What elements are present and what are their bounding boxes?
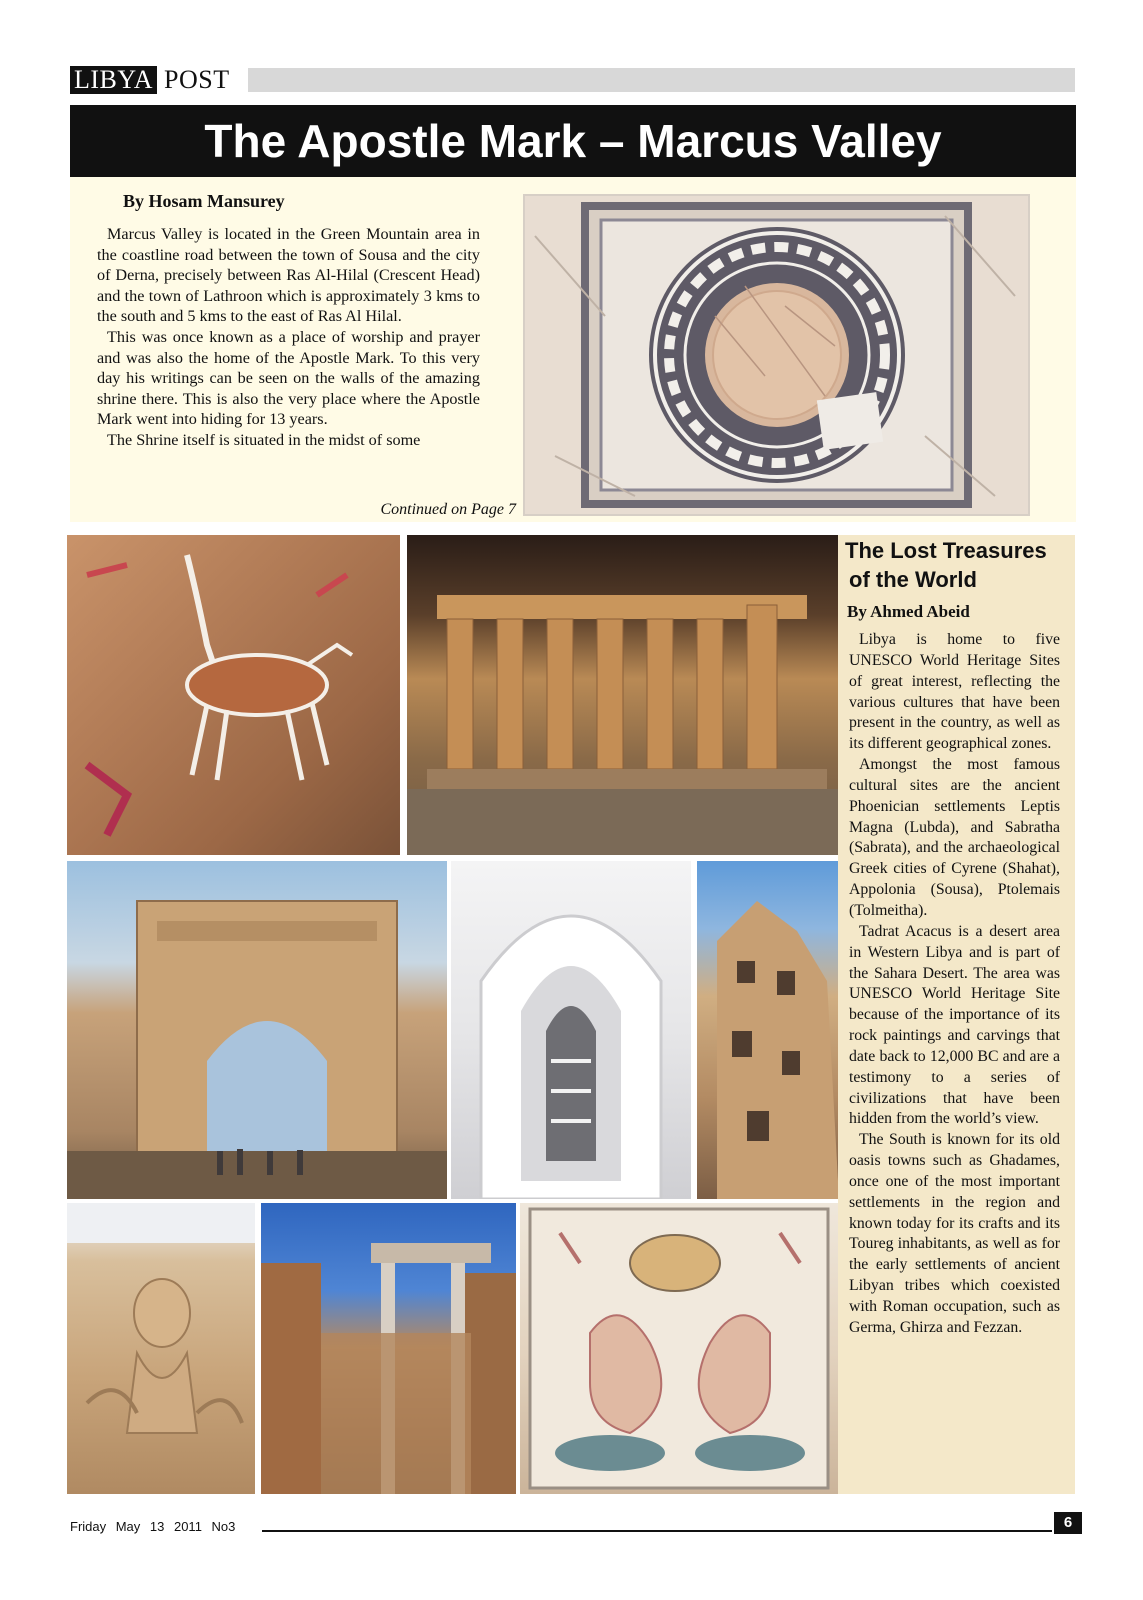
masthead-bar <box>248 68 1075 92</box>
mosaic-illustration <box>525 196 1028 514</box>
temple-illustration <box>407 535 838 855</box>
giraffe-illustration <box>67 535 400 855</box>
roman-ruins-photo <box>261 1203 516 1494</box>
top-article-body <box>97 224 480 451</box>
bird-mosaic-photo <box>520 1203 838 1494</box>
side-title-line1: The Lost Treasures <box>845 538 1047 563</box>
paragraph: Tadrat Acacus is a desert area in Western Libya and is part of the Sahara Desert. The area was UNESCO World Heritage Site because of the importance of its rock paintings and carvings that date back to 12,000 BC and are a testimony to a series of civilizations that have been hidden from the world’s view. <box>849 922 1060 1128</box>
continued-note: Continued on Page 7 <box>380 501 516 518</box>
side-article-byline: By Ahmed Abeid <box>847 602 970 621</box>
paragraph: The Shrine itself is situated in the midst of some <box>107 430 421 449</box>
side-title-line2: of the World <box>849 567 977 592</box>
triumphal-arch-photo <box>67 861 447 1199</box>
ruins-illustration <box>261 1203 516 1494</box>
paragraph: This was once known as a place of worship and prayer and was also the home of the Apostle Mark. To this very day his writings can be seen on the walls of the amazing shrine there. This is also the very place where the Apostle Mark went into hiding for 13 years. <box>97 327 480 429</box>
white-corridor-photo <box>451 861 691 1199</box>
arch-illustration <box>67 861 447 1199</box>
side-article-body <box>849 630 1060 1339</box>
caves-illustration <box>697 861 839 1199</box>
paragraph: The South is known for its old oasis towns such as Ghadames, once one of the most important settlements in the region and known today for its crafts and its Toureg inhabitants, as well as for the early settlements of ancient Libyan tribes which coexisted with Roman occupation, such as Germa, Ghirza and Fezzan. <box>849 1131 1060 1336</box>
cave-dwellings-photo <box>697 861 839 1199</box>
temple-columns-photo <box>407 535 838 855</box>
paragraph: Marcus Valley is located in the Green Mountain area in the coastline road between the town of Sousa and the city of Derna, precisely between Ras Al-Hilal (Crescent Head) and the town of Lathroon which is approximately 3 kms to the south and 5 kms to the east of Ras Al Hilal. <box>97 225 480 326</box>
paragraph: Amongst the most famous cultural sites are the ancient Phoenician settlements Leptis Magna (Lubda), and Sabratha (Sabrata), and the archaeological Greek cities of Cyrene (Shahat), Appolonia (Sousa), Ptolemais (Tolmeitha). <box>849 756 1060 919</box>
side-article-title <box>845 536 1075 594</box>
top-article-byline: By Hosam Mansurey <box>123 191 285 211</box>
masthead-libya: LIBYA <box>70 66 157 94</box>
paragraph: Libya is home to five UNESCO World Heritage Sites of great interest, reflecting the various cultures that have been present in the country, as well as its different geographical zones. <box>849 631 1060 753</box>
page-title: The Apostle Mark – Marcus Valley <box>70 105 1076 177</box>
footer-rule <box>262 1530 1052 1532</box>
footer-date: Friday May 13 2011 No3 <box>70 1519 236 1534</box>
mosaic-floor-photo <box>523 194 1030 516</box>
masthead-post: POST <box>164 65 230 94</box>
bird-mosaic-illustration <box>520 1203 838 1494</box>
rock-art-giraffe-photo <box>67 535 400 855</box>
stone-relief-photo <box>67 1203 255 1494</box>
relief-illustration <box>67 1203 255 1494</box>
page-number: 6 <box>1054 1512 1082 1534</box>
corridor-illustration <box>451 861 691 1199</box>
